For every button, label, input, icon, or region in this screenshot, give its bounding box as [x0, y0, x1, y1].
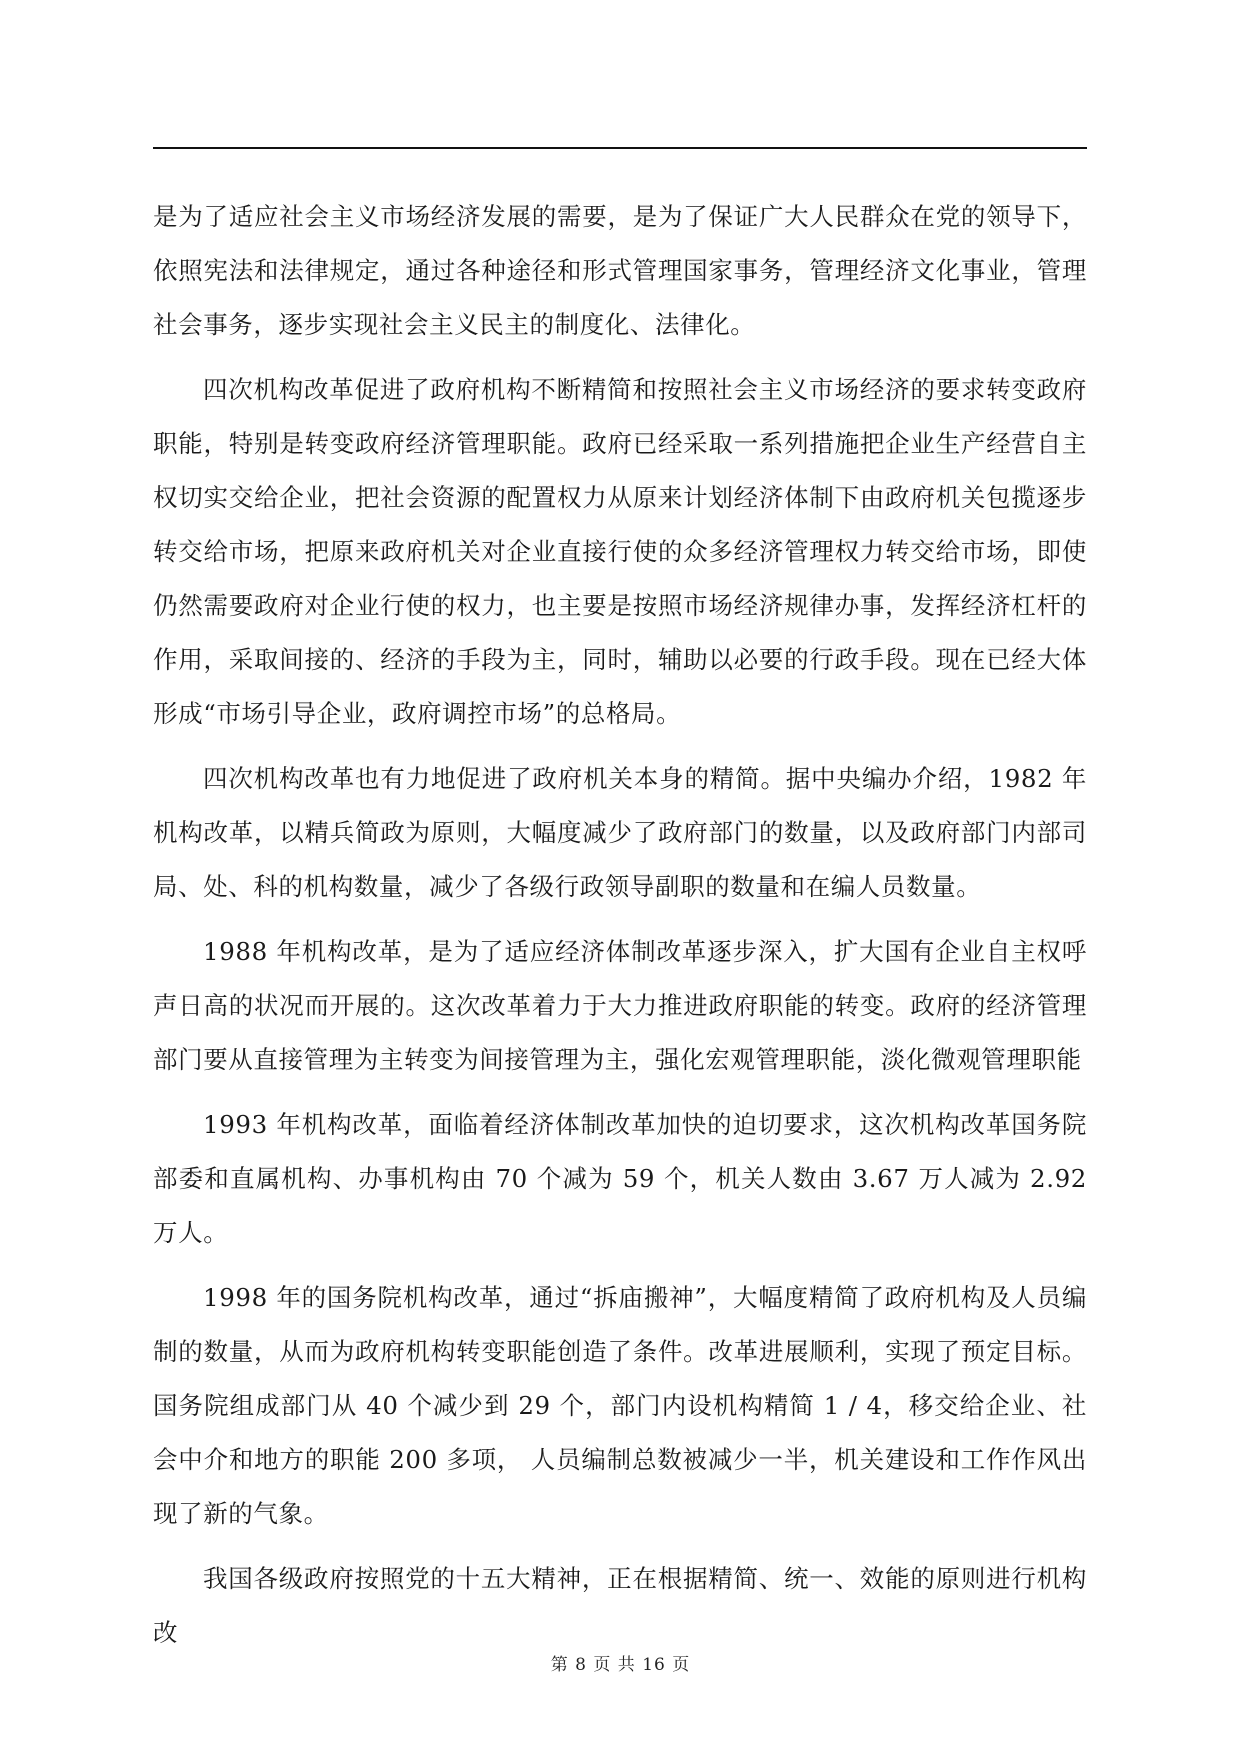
header-rule [153, 147, 1087, 149]
paragraph-continuation: 是为了适应社会主义市场经济发展的需要，是为了保证广大人民群众在党的领导下，依照宪法和法律规定，通过各种途径和形式管理国家事务，管理经济文化事业，管理社会事务，逐步实现社会主义民主的制度化、法律化。 [153, 202, 1087, 339]
paragraph-1998-reform: 1998 年的国务院机构改革，通过“拆庙搬神”，大幅度精简了政府机构及人员编制的数量，从而为政府机构转变职能创造了条件。改革进展顺利，实现了预定目标。国务院组成部门从 40 个减少到 29 个，部门内设机构精简 1 / 4，移交给企业、社会中介和地方的职能 200 多项， 人员编制总数被减少一半，机关建设和工作作风出现了新的气象。 [153, 1283, 1087, 1528]
paragraph-1993-reform: 1993 年机构改革，面临着经济体制改革加快的迫切要求，这次机构改革国务院部委和直属机构、办事机构由 70 个减为 59 个，机关人数由 3.67 万人减为 2.92 万人。 [153, 1110, 1087, 1247]
document-body [153, 190, 1087, 1671]
paragraph-1988-reform: 1988 年机构改革，是为了适应经济体制改革逐步深入，扩大国有企业自主权呼声日高的状况而开展的。这次改革着力于大力推进政府职能的转变。政府的经济管理部门要从直接管理为主转变为间接管理为主，强化宏观管理职能，淡化微观管理职能 [153, 937, 1087, 1074]
page-number-footer: 第 8 页 共 16 页 [550, 1655, 691, 1675]
paragraph-1982-reform: 四次机构改革也有力地促进了政府机关本身的精简。据中央编办介绍，1982 年机构改革，以精兵简政为原则，大幅度减少了政府部门的数量，以及政府部门内部司局、处、科的机构数量，减少了各级行政领导副职的数量和在编人员数量。 [153, 764, 1087, 901]
paragraph-current-reform: 我国各级政府按照党的十五大精神，正在根据精简、统一、效能的原则进行机构改 [153, 1564, 1087, 1647]
paragraph-reform-functions: 四次机构改革促进了政府机构不断精简和按照社会主义市场经济的要求转变政府职能，特别是转变政府经济管理职能。政府已经采取一系列措施把企业生产经营自主权切实交给企业，把社会资源的配置权力从原来计划经济体制下由政府机关包揽逐步转交给市场，把原来政府机关对企业直接行使的众多经济管理权力转交给市场，即使仍然需要政府对企业行使的权力，也主要是按照市场经济规律办事，发挥经济杠杆的作用，采取间接的、经济的手段为主，同时，辅助以必要的行政手段。现在已经大体形成“市场引导企业，政府调控市场”的总格局。 [153, 375, 1087, 728]
